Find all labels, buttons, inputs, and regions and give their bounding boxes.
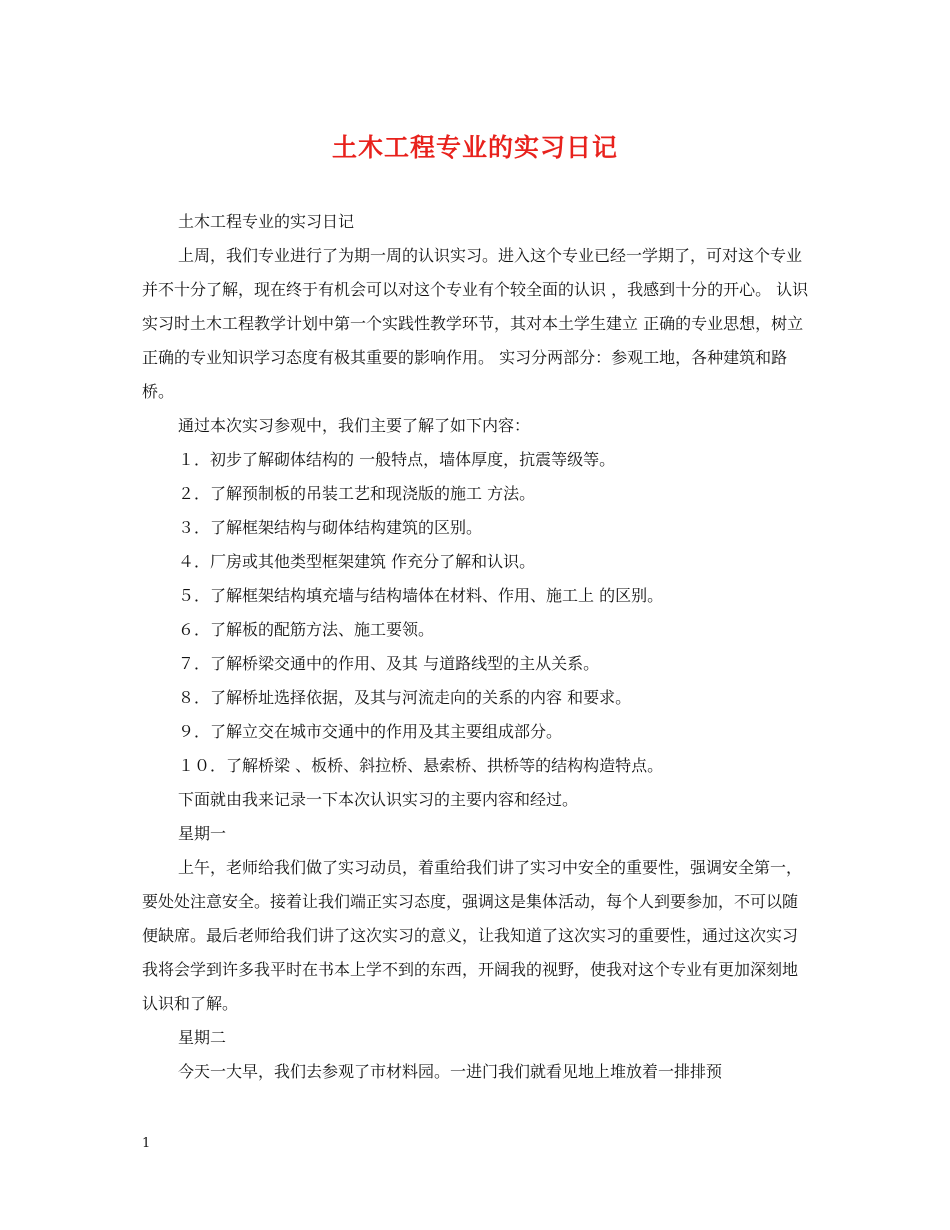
document-title: 土木工程专业的实习日记 [331, 133, 618, 162]
list-item: ９．了解立交在城市交通中的作用及其主要组成部分。 [178, 722, 563, 741]
day1-heading: 星期一 [178, 824, 227, 843]
list-item: １０．了解桥梁 、板桥、斜拉桥、悬索桥、拱桥等的结构构造特点。 [178, 756, 664, 775]
content-list [142, 443, 812, 783]
list-item: ３．了解框架结构与砌体结构建筑的区别。 [178, 518, 483, 537]
list-item: ２．了解预制板的吊装工艺和现浇版的施工 方法。 [178, 484, 536, 503]
list-item: ６．了解板的配筋方法、施工要领。 [178, 620, 435, 639]
list-item: ８．了解桥址选择依据，及其与河流走向的关系的内容 和要求。 [178, 688, 632, 707]
list-item: ５．了解框架结构填充墙与结构墙体在材料、作用、施工上 的区别。 [178, 586, 664, 605]
intro-paragraph: 上周，我们专业进行了为期一周的认识实习。进入这个专业已经一学期了，可对这个专业并不十分了解，现在终于有机会可以对这个专业有个较全面的认识 ，我感到十分的开心。 认识实习时土木工程教学计划中第一个实践性教学环节，其对本土学生建立 正确的专业思想，树立正确的专业知识学习态度有极其重要的影响作用。 实习分两部分：参观工地，各种建筑和路桥。 [142, 246, 809, 401]
day1-paragraph: 上午，老师给我们做了实习动员，着重给我们讲了实习中安全的重要性，强调安全第一，要处处注意安全。接着让我们端正实习态度，强调这是集体活动，每个人到要参加，不可以随便缺席。最后老师给我们讲了这次实习的意义，让我知道了这次实习的重要性，通过这次实习我将会学到许多我平时在书本上学不到的东西，开阔我的视野，使我对这个专业有更加深刻地认识和了解。 [142, 858, 803, 1013]
document-body [142, 205, 812, 1089]
list-intro-paragraph: 通过本次实习参观中，我们主要了解了如下内容： [178, 416, 531, 435]
list-item: １．初步了解砌体结构的 一般特点，墙体厚度，抗震等级等。 [178, 450, 616, 469]
subtitle: 土木工程专业的实习日记 [178, 212, 355, 231]
day2-paragraph: 今天一大早，我们去参观了市材料园。一进门我们就看见地上堆放着一排排预 [178, 1062, 723, 1081]
page-number: 1 [142, 1136, 151, 1151]
day2-heading: 星期二 [178, 1028, 227, 1047]
record-paragraph: 下面就由我来记录一下本次认识实习的主要内容和经过。 [178, 790, 579, 809]
list-item: ７．了解桥梁交通中的作用、及其 与道路线型的主从关系。 [178, 654, 600, 673]
list-item: ４．厂房或其他类型框架建筑 作充分了解和认识。 [178, 552, 536, 571]
